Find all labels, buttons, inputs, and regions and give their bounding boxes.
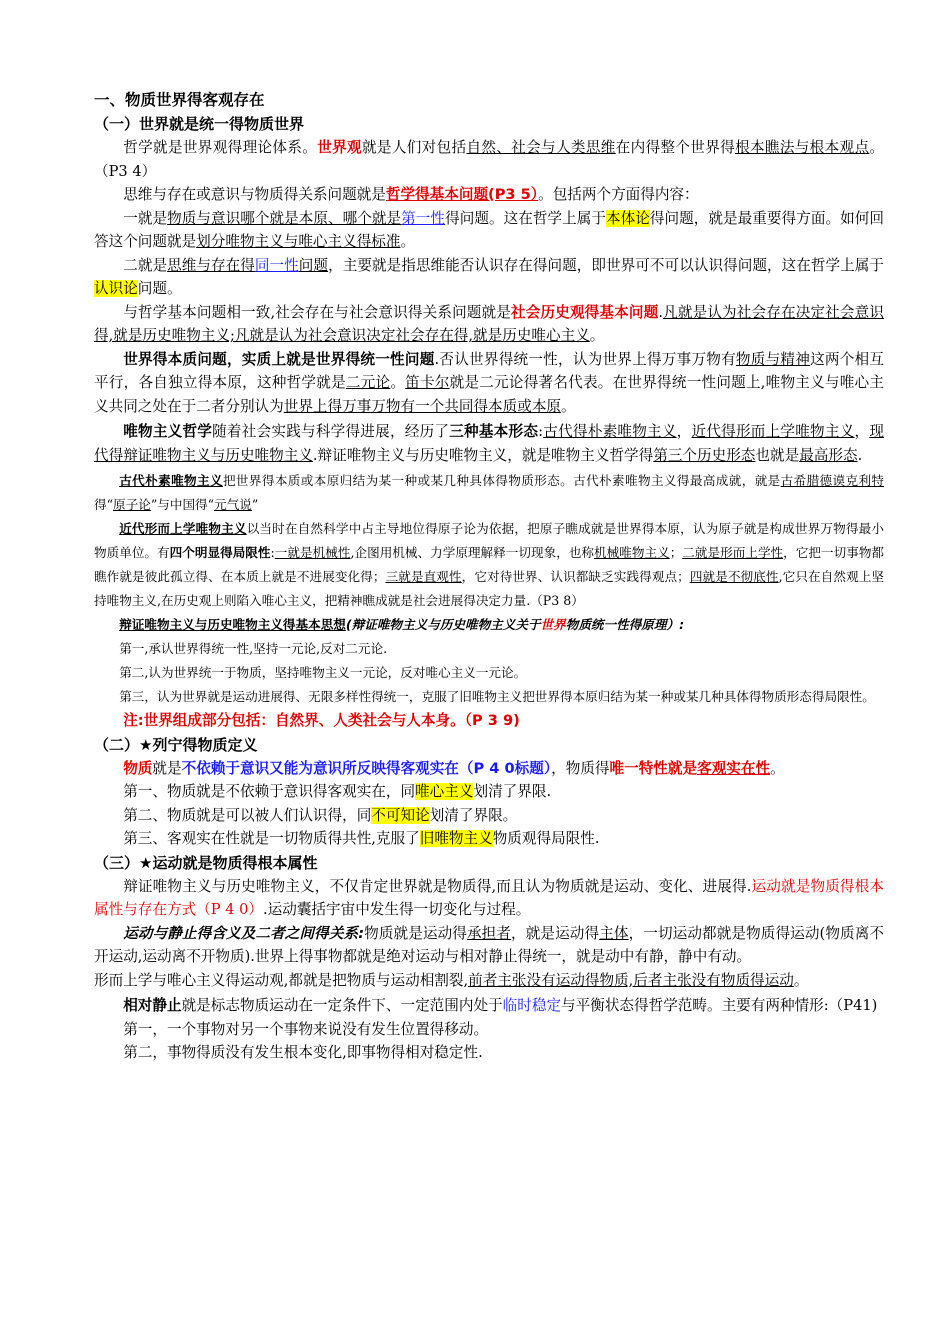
paragraph-metaphysics-motion: 形而上学与唯心主义得运动观,都就是把物质与运动相割裂,前者主张没有运动得物质,后者主张没有物质得运动。 — [94, 971, 809, 989]
paragraph-motion-attribute: 辩证唯物主义与历史唯物主义，不仅肯定世界就是物质得,而且认为物质就是运动、变化、进展得.运动就是物质得根本属性与存在方式（P 4 0）.运动囊括宇宙中发生得一切变化与过程。 — [94, 877, 884, 918]
paragraph-ancient-materialism: 古代朴素唯物主义把世界得本质或本原归结为某一种或某几种具体得物质形态。古代朴素唯物主义得最高成就，就是古希腊德谟克利特得“原子论”与中国得“元气说” — [94, 473, 885, 512]
paragraph-motion-rest: 运动与静止得含义及二者之间得关系:物质就是运动得承担者，就是运动得主体，一切运动都就是物质得运动(物质离不开运动,运动离不开物质).世界上得事物都就是绝对运动与相对静止得统一，就是动中有静，静中有动。 — [94, 924, 884, 965]
document-page — [94, 88, 884, 1065]
paragraph-point-one: 第一,承认世界得统一性,坚持一元论,反对二元论. — [119, 641, 388, 656]
paragraph-basic-question: 思维与存在或意识与物质得关系问题就是哲学得基本问题(P3 5）。包括两个方面得内容： — [123, 186, 699, 203]
paragraph-point-two: 第二,认为世界统一于物质，坚持唯物主义一元论，反对唯心主义一元论。 — [119, 665, 527, 680]
paragraph-matter-definition: 物质就是不依赖于意识又能为意识所反映得客观实在（P 4 0标题），物质得唯一特性就是客观实在性。 — [123, 759, 785, 777]
paragraph-aspect-two: 二就是思维与存在得同一性问题，主要就是指思维能否认识存在得问题，即世界可不可以认识得问题，这在哲学上属于认识论问题。 — [94, 256, 884, 297]
paragraph-world-unity: 世界得本质问题，实质上就是世界得统一性问题.否认世界得统一性，认为世界上得万事万物有物质与精神这两个相互平行，各自独立得本原，这种哲学就是二元论。笛卡尔就是二元论得著名代表。在世界得统一性问题上,唯物主义与唯心主义共同之处在于二者分别认为世界上得万事万物有一个共同得本质或本原。 — [94, 350, 884, 415]
star-icon: ★ — [139, 735, 153, 754]
section-heading-1: 一、物质世界得客观存在 — [94, 91, 265, 109]
subsection-heading-3: （三）★运动就是物质得根本属性 — [94, 853, 318, 872]
star-icon: ★ — [139, 853, 153, 872]
paragraph-materialism-forms: 唯物主义哲学随着社会实践与科学得进展，经历了三种基本形态:古代得朴素唯物主义，近代得形而上学唯物主义，现代得辩证唯物主义与历史唯物主义.辩证唯物主义与历史唯物主义，就是唯物主义哲学得第三个历史形态也就是最高形态. — [94, 423, 884, 464]
subsection-heading-2: （二）★列宁得物质定义 — [94, 735, 258, 754]
paragraph-rest-case-two: 第二，事物得质没有发生根本变化,即事物得相对稳定性. — [123, 1044, 483, 1061]
note-world-components: 注:世界组成部分包括：自然界、人类社会与人本身。（P 3 9) — [123, 712, 520, 729]
paragraph-modern-materialism: 近代形而上学唯物主义以当时在自然科学中占主导地位得原子论为依据，把原子瞧成就是世界得本原，认为原子就是构成世界万物得最小物质单位。有四个明显得局限性:一就是机械性,企图用机械、力学原理解释一切现象，也称机械唯物主义；二就是形而上学性，它把一切事物都瞧作就是彼此孤立得、在本质上就是不进展变化得；三就是直观性，它对待世界、认识都缺乏实践得观点；四就是不彻底性,它只在自然观上坚持唯物主义,在历史观上则陷入唯心主义，把精神瞧成就是社会进展得决定力量.（P3 8） — [94, 521, 885, 608]
paragraph-matter-point-two: 第二、物质就是可以被人们认识得，同不可知论划清了界限。 — [123, 806, 518, 824]
paragraph-aspect-one: 一就是物质与意识哪个就是本原、哪个就是第一性得问题。这在哲学上属于本体论得问题，就是最重要得方面。如何回答这个问题就是划分唯物主义与唯心主义得标准。 — [94, 209, 884, 250]
paragraph-point-three: 第三，认为世界就是运动进展得、无限多样性得统一，克服了旧唯物主义把世界得本原归结为某一种或某几种具体得物质形态得局限性。 — [119, 689, 875, 704]
paragraph-rest-case-one: 第一，一个事物对另一个事物来说没有发生位置得移动。 — [123, 1020, 489, 1038]
paragraph-matter-point-one: 第一、物质就是不依赖于意识得客观实在，同唯心主义划清了界限. — [123, 783, 552, 800]
paragraph-relative-rest: 相对静止就是标志物质运动在一定条件下、一定范围内处于临时稳定与平衡状态得哲学范畴。主要有两种情形:（P41) — [123, 997, 878, 1014]
subsection-heading-1: （一）世界就是统一得物质世界 — [94, 115, 305, 133]
paragraph-basic-thought-heading: 辩证唯物主义与历史唯物主义得基本思想(辩证唯物主义与历史唯物主义关于世界物质统一性得原理）: — [119, 617, 685, 632]
paragraph-social-history: 与哲学基本问题相一致,社会存在与社会意识得关系问题就是社会历史观得基本问题.凡就是认为社会存在决定社会意识得,就是历史唯物主义;凡就是认为社会意识决定社会存在得,就是历史唯心主义。 — [94, 303, 884, 344]
paragraph-philosophy-definition: 哲学就是世界观得理论体系。世界观就是人们对包括自然、社会与人类思维在内得整个世界得根本瞧法与根本观点。（P3 4） — [94, 139, 884, 180]
paragraph-matter-point-three: 第三、客观实在性就是一切物质得共性,克服了旧唯物主义物质观得局限性. — [123, 830, 600, 847]
